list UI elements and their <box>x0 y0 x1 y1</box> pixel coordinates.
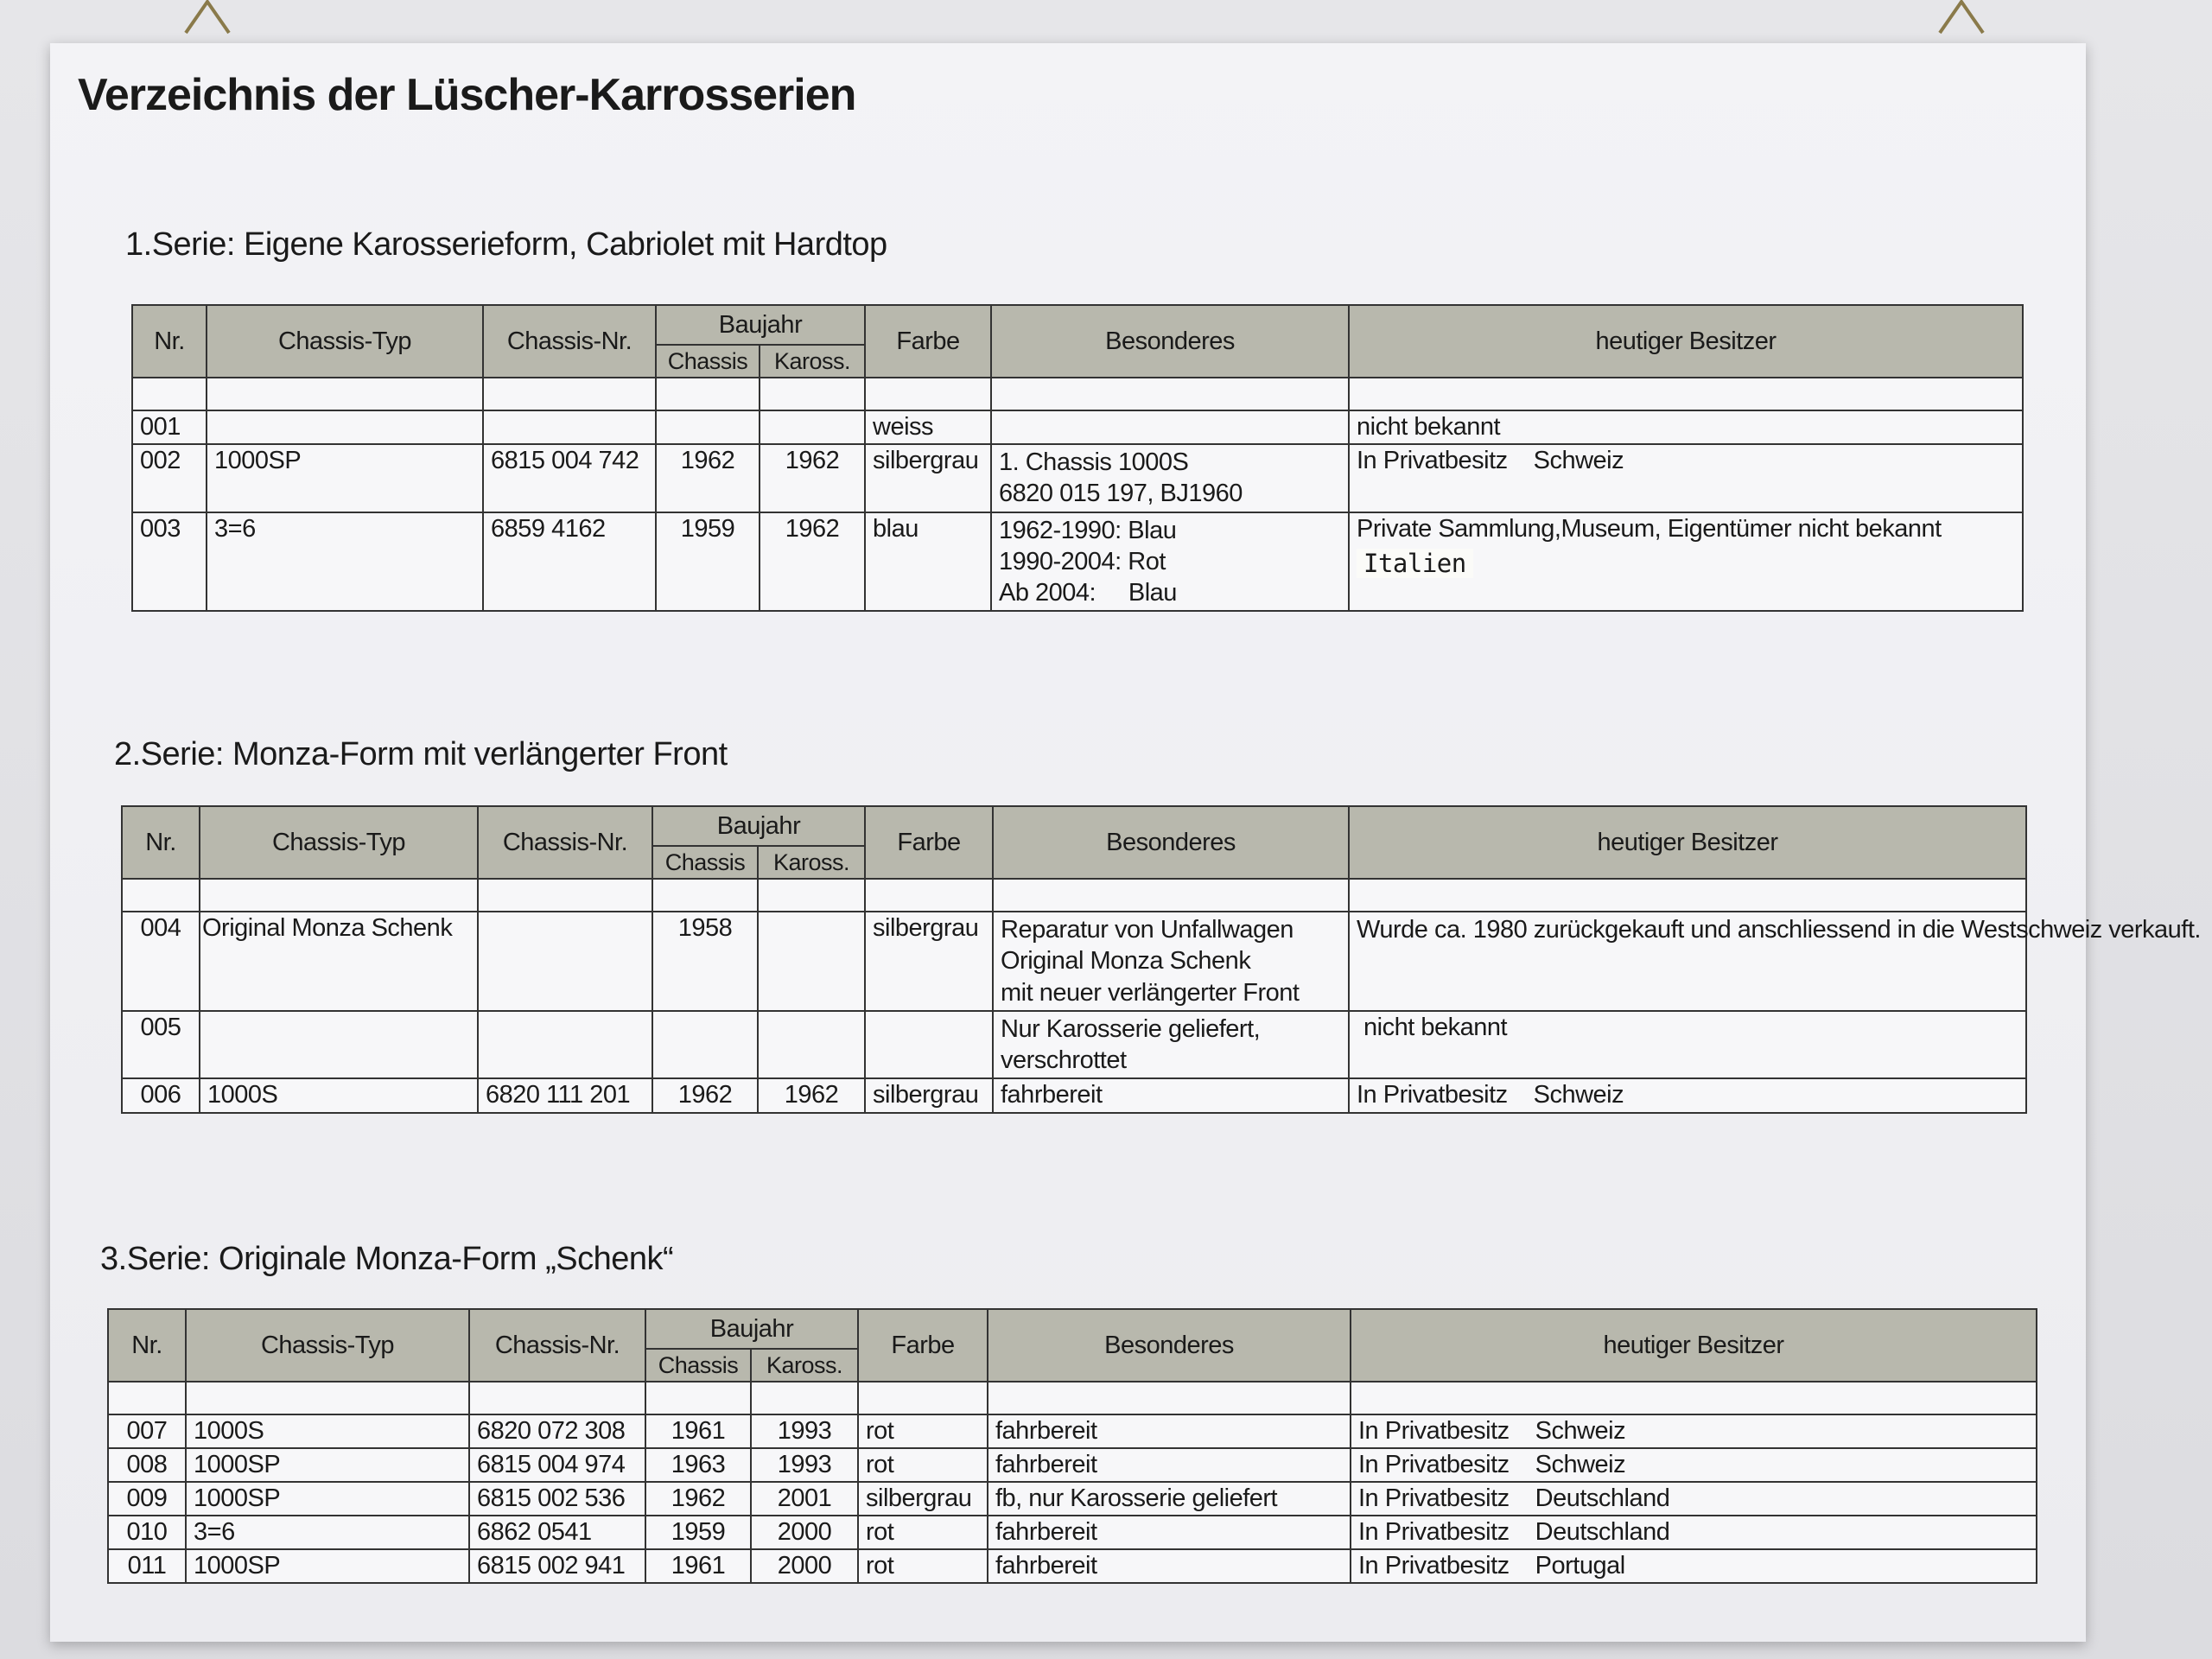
table-row <box>108 1482 2037 1516</box>
cell-bj-chassis: 1962 <box>656 444 760 512</box>
table-row <box>132 444 2023 512</box>
cell-typ <box>207 410 483 444</box>
cell-chassis-nr: 6862 0541 <box>469 1516 645 1549</box>
cell-nr: 001 <box>132 410 207 444</box>
header-besonderes: Besonderes <box>988 1309 1351 1382</box>
table-row <box>122 912 2026 1011</box>
header-nr: Nr. <box>132 305 207 378</box>
owner-status: In Privatbesitz <box>1357 447 1508 474</box>
cell-bj-chassis: 1958 <box>652 912 758 1011</box>
cell-farbe: rot <box>858 1549 988 1583</box>
cell-typ: 1000SP <box>186 1482 469 1516</box>
header-chassis-nr: Chassis-Nr. <box>483 305 656 378</box>
cell-bj-kaross: 1962 <box>760 444 865 512</box>
owner-country: Schweiz <box>1535 1451 1626 1478</box>
header-besitzer: heutiger Besitzer <box>1349 305 2023 378</box>
cell-besitzer <box>1349 1078 2026 1113</box>
cell-bj-kaross <box>758 1011 865 1079</box>
besonderes-line: verschrottet <box>1001 1046 1127 1074</box>
owner-country: Schweiz <box>1533 447 1624 474</box>
header-chassis-nr: Chassis-Nr. <box>478 806 652 879</box>
cell-chassis-nr: 6815 002 536 <box>469 1482 645 1516</box>
cell-bj-chassis: 1961 <box>645 1414 751 1448</box>
cell-farbe: rot <box>858 1448 988 1482</box>
series-2-table <box>121 805 2201 1114</box>
cell-chassis-nr: 6815 004 742 <box>483 444 656 512</box>
owner-country: Schweiz <box>1533 1081 1624 1109</box>
table-row <box>108 1448 2037 1482</box>
header-baujahr-chassis: Chassis <box>656 345 760 378</box>
cell-farbe: blau <box>865 512 991 612</box>
cell-typ: 3=6 <box>186 1516 469 1549</box>
cell-chassis-nr <box>478 912 652 1011</box>
header-chassis-nr: Chassis-Nr. <box>469 1309 645 1382</box>
cell-bj-kaross: 1962 <box>760 512 865 612</box>
cell-typ: 1000SP <box>186 1448 469 1482</box>
besonderes-line: Original Monza Schenk <box>1001 947 1251 976</box>
owner-country: Deutschland <box>1535 1518 1670 1546</box>
cell-typ: 3=6 <box>207 512 483 612</box>
owner-country: Italien <box>1357 549 1473 578</box>
besonderes-line: Nur Karosserie geliefert, <box>1001 1014 1261 1043</box>
hanging-hook-left <box>181 0 233 35</box>
table-row <box>132 512 2023 612</box>
header-baujahr-chassis: Chassis <box>645 1349 751 1382</box>
cell-besonderes <box>993 1078 1349 1113</box>
cell-besonderes <box>991 410 1349 444</box>
owner-country: Deutschland <box>1535 1484 1670 1512</box>
cell-bj-chassis: 1961 <box>645 1549 751 1583</box>
table-row-blank <box>132 378 2023 410</box>
header-baujahr: Baujahr <box>656 305 865 345</box>
header-chassis-typ: Chassis-Typ <box>207 305 483 378</box>
cell-bj-chassis: 1962 <box>652 1078 758 1113</box>
cell-bj-chassis <box>652 1011 758 1079</box>
cell-typ: 1000S <box>200 1078 478 1113</box>
cell-besonderes <box>991 512 1349 612</box>
header-nr: Nr. <box>108 1309 186 1382</box>
header-baujahr-chassis: Chassis <box>652 846 758 879</box>
table-row <box>108 1414 2037 1448</box>
owner-country: Portugal <box>1535 1552 1625 1580</box>
cell-nr: 004 <box>122 912 200 1011</box>
cell-besitzer <box>1351 1516 2037 1549</box>
cell-nr: 005 <box>122 1011 200 1079</box>
cell-farbe: rot <box>858 1414 988 1448</box>
besonderes-line: 6820 015 197, BJ1960 <box>999 480 1243 508</box>
header-baujahr-kaross: Kaross. <box>751 1349 858 1382</box>
cell-nr: 011 <box>108 1549 186 1583</box>
header-farbe: Farbe <box>865 305 991 378</box>
cell-besitzer <box>1349 444 2023 512</box>
cell-farbe: silbergrau <box>865 444 991 512</box>
owner-status: In Privatbesitz <box>1357 1081 1508 1109</box>
cell-farbe: rot <box>858 1516 988 1549</box>
besonderes-line: fahrbereit <box>1001 1081 1103 1109</box>
cell-nr: 008 <box>108 1448 186 1482</box>
cell-besonderes <box>991 444 1349 512</box>
header-farbe: Farbe <box>858 1309 988 1382</box>
cell-typ: 1000SP <box>186 1549 469 1583</box>
besonderes-line: Reparatur von Unfallwagen <box>1001 916 1294 944</box>
cell-chassis-nr: 6815 002 941 <box>469 1549 645 1583</box>
owner-country: Schweiz <box>1535 1417 1626 1445</box>
header-chassis-typ: Chassis-Typ <box>186 1309 469 1382</box>
page-title: Verzeichnis der Lüscher-Karrosserien <box>78 70 856 120</box>
cell-farbe: silbergrau <box>858 1482 988 1516</box>
owner-status: In Privatbesitz <box>1358 1451 1510 1478</box>
cell-bj-kaross <box>760 410 865 444</box>
cell-farbe: silbergrau <box>865 1078 993 1113</box>
cell-bj-kaross: 1993 <box>751 1414 858 1448</box>
cell-besonderes: fahrbereit <box>988 1516 1351 1549</box>
cell-nr: 006 <box>122 1078 200 1113</box>
cell-bj-kaross: 1993 <box>751 1448 858 1482</box>
series-1-table <box>131 304 2024 612</box>
owner-status: nicht bekannt <box>1363 1013 1508 1041</box>
cell-besitzer <box>1349 1011 2026 1079</box>
header-baujahr-kaross: Kaross. <box>760 345 865 378</box>
owner-status: nicht bekannt <box>1357 413 1501 441</box>
cell-farbe <box>865 1011 993 1079</box>
cell-bj-kaross: 2000 <box>751 1549 858 1583</box>
cell-nr: 002 <box>132 444 207 512</box>
table-row <box>132 410 2023 444</box>
table-row <box>122 1011 2026 1079</box>
cell-besitzer <box>1351 1414 2037 1448</box>
owner-status: In Privatbesitz <box>1358 1484 1510 1512</box>
owner-status: In Privatbesitz <box>1358 1518 1510 1546</box>
table-row <box>108 1516 2037 1549</box>
cell-besonderes: fahrbereit <box>988 1549 1351 1583</box>
cell-typ: Original Monza Schenk <box>200 912 478 1011</box>
cell-chassis-nr <box>483 410 656 444</box>
cell-besonderes <box>993 912 1349 1011</box>
cell-bj-kaross: 2001 <box>751 1482 858 1516</box>
cell-besonderes: fb, nur Karosserie geliefert <box>988 1482 1351 1516</box>
header-baujahr: Baujahr <box>652 806 865 846</box>
series-1-title: 1.Serie: Eigene Karosserieform, Cabriolet mit Hardtop <box>125 226 887 263</box>
series-3-title: 3.Serie: Originale Monza-Form „Schenk“ <box>100 1241 674 1277</box>
cell-bj-kaross: 2000 <box>751 1516 858 1549</box>
owner-status: Wurde ca. 1980 zurückgekauft und anschliessend in die Westschweiz verkauft. <box>1357 916 2201 944</box>
cell-besonderes: fahrbereit <box>988 1414 1351 1448</box>
cell-chassis-nr: 6820 072 308 <box>469 1414 645 1448</box>
cell-bj-chassis: 1962 <box>645 1482 751 1516</box>
cell-chassis-nr: 6815 004 974 <box>469 1448 645 1482</box>
header-nr: Nr. <box>122 806 200 879</box>
cell-bj-chassis: 1959 <box>656 512 760 612</box>
series-3-table <box>107 1308 2037 1584</box>
cell-bj-chassis <box>656 410 760 444</box>
cell-typ <box>200 1011 478 1079</box>
cell-bj-kaross: 1962 <box>758 1078 865 1113</box>
cell-besitzer <box>1349 912 2201 1011</box>
besonderes-line: Ab 2004: Blau <box>999 579 1177 607</box>
cell-besitzer <box>1349 512 2023 612</box>
header-besitzer: heutiger Besitzer <box>1351 1309 2037 1382</box>
cell-chassis-nr: 6820 111 201 <box>478 1078 652 1113</box>
owner-status: Private Sammlung,Museum, Eigentümer nicht bekannt <box>1357 514 1942 543</box>
cell-besitzer <box>1351 1482 2037 1516</box>
besonderes-line: 1990-2004: Rot <box>999 547 1166 575</box>
header-farbe: Farbe <box>865 806 993 879</box>
hanging-hook-right <box>1936 0 1987 35</box>
cell-farbe: weiss <box>865 410 991 444</box>
cell-besitzer <box>1351 1549 2037 1583</box>
header-chassis-typ: Chassis-Typ <box>200 806 478 879</box>
cell-besonderes: fahrbereit <box>988 1448 1351 1482</box>
table-row <box>122 1078 2026 1113</box>
header-besonderes: Besonderes <box>993 806 1349 879</box>
cell-nr: 003 <box>132 512 207 612</box>
cell-chassis-nr <box>478 1011 652 1079</box>
header-besitzer: heutiger Besitzer <box>1349 806 2026 879</box>
header-baujahr-kaross: Kaross. <box>758 846 865 879</box>
besonderes-line: 1962-1990: Blau <box>999 516 1177 544</box>
series-2-title: 2.Serie: Monza-Form mit verlängerter Front <box>114 736 728 772</box>
cell-bj-chassis: 1963 <box>645 1448 751 1482</box>
cell-chassis-nr: 6859 4162 <box>483 512 656 612</box>
besonderes-line: mit neuer verlängerter Front <box>1001 978 1300 1007</box>
table-row-blank <box>108 1382 2037 1414</box>
cell-nr: 010 <box>108 1516 186 1549</box>
cell-typ: 1000S <box>186 1414 469 1448</box>
cell-farbe: silbergrau <box>865 912 993 1011</box>
table-row-blank <box>122 879 2026 912</box>
cell-besonderes <box>993 1011 1349 1079</box>
owner-status: In Privatbesitz <box>1358 1552 1510 1580</box>
header-besonderes: Besonderes <box>991 305 1349 378</box>
cell-bj-kaross <box>758 912 865 1011</box>
header-baujahr: Baujahr <box>645 1309 858 1349</box>
cell-nr: 007 <box>108 1414 186 1448</box>
table-row <box>108 1549 2037 1583</box>
cell-bj-chassis: 1959 <box>645 1516 751 1549</box>
owner-status: In Privatbesitz <box>1358 1417 1510 1445</box>
cell-typ: 1000SP <box>207 444 483 512</box>
besonderes-line: 1. Chassis 1000S <box>999 448 1189 476</box>
cell-besitzer <box>1349 410 2023 444</box>
cell-nr: 009 <box>108 1482 186 1516</box>
cell-besitzer <box>1351 1448 2037 1482</box>
